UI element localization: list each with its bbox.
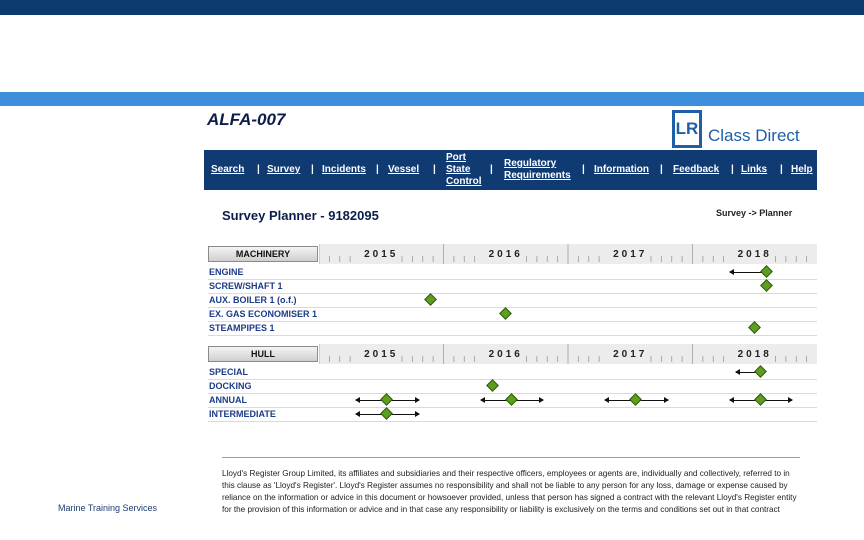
row-divider [208,321,817,322]
section-header-machinery[interactable]: MACHINERY [208,246,318,262]
survey-due-marker-icon[interactable] [486,379,499,392]
nav-separator: | [376,164,379,175]
survey-planner-grid [204,244,817,419]
range-end-arrow-icon [664,397,669,403]
survey-due-marker-icon[interactable] [499,307,512,320]
nav-incidents[interactable]: Incidents [322,164,366,175]
row-label: EX. GAS ECONOMISER 1 [209,309,318,319]
range-start-arrow-icon [729,269,734,275]
survey-due-marker-icon[interactable] [748,321,761,334]
survey-due-marker-icon[interactable] [760,279,773,292]
range-start-arrow-icon [355,411,360,417]
vessel-title: ALFA-007 [207,110,286,129]
survey-due-marker-icon[interactable] [424,293,437,306]
nav-separator: | [731,164,734,175]
row-label: INTERMEDIATE [209,409,276,419]
year-label: 2018 [737,349,772,360]
range-end-arrow-icon [788,397,793,403]
year-label: 2015 [364,349,399,360]
nav-separator: | [257,164,260,175]
disclaimer-divider [222,457,800,458]
survey-due-marker-icon[interactable] [754,365,767,378]
nav-port-state-control[interactable]: Port State Control [446,152,482,187]
class-direct-logo[interactable] [672,110,817,148]
nav-information[interactable]: Information [594,164,649,175]
row-divider [208,307,817,308]
survey-due-marker-icon[interactable] [754,393,767,406]
nav-regulatory-requirements[interactable]: Regulatory Requirements [504,158,571,181]
survey-due-marker-icon[interactable] [630,393,643,406]
row-label: SCREW/SHAFT 1 [209,281,283,291]
year-label: 2017 [613,349,648,360]
nav-links[interactable]: Links [741,164,768,175]
row-label: SPECIAL [209,367,249,377]
lr-logo-icon: LR [672,110,702,148]
nav-survey[interactable]: Survey [267,164,301,175]
row-divider [208,335,817,336]
row-label: ANNUAL [209,395,247,405]
row-divider [208,421,817,422]
nav-vessel[interactable]: Vessel [388,164,420,175]
nav-separator: | [780,164,783,175]
row-divider [208,293,817,294]
year-label: 2018 [737,249,772,260]
row-label: STEAMPIPES 1 [209,323,275,333]
nav-help[interactable]: Help [791,164,813,175]
range-end-arrow-icon [539,397,544,403]
year-strip [319,344,817,364]
nav-separator: | [582,164,585,175]
range-start-arrow-icon [735,369,740,375]
survey-due-marker-icon[interactable] [381,393,394,406]
row-divider [208,379,817,380]
nav-separator: | [311,164,314,175]
range-end-arrow-icon [415,411,420,417]
accent-band [0,92,864,106]
year-label: 2016 [488,349,523,360]
range-start-arrow-icon [604,397,609,403]
footer-text: Marine Training Services [58,503,158,513]
row-label: ENGINE [209,267,244,277]
year-label: 2016 [488,249,523,260]
row-label: DOCKING [209,381,252,391]
section-header-hull[interactable]: HULL [208,346,318,362]
row-label: AUX. BOILER 1 (o.f.) [209,295,297,305]
range-start-arrow-icon [355,397,360,403]
breadcrumb: Survey -> Planner [716,208,793,218]
nav-search[interactable]: Search [211,164,245,175]
range-start-arrow-icon [480,397,485,403]
nav-separator: | [433,164,436,175]
nav-separator: | [660,164,663,175]
year-strip [319,244,817,264]
nav-separator: | [490,164,493,175]
year-label: 2015 [364,249,399,260]
survey-due-marker-icon[interactable] [760,265,773,278]
main-nav [204,150,817,190]
range-start-arrow-icon [729,397,734,403]
row-divider [208,279,817,280]
nav-feedback[interactable]: Feedback [673,164,720,175]
top-band [0,0,864,15]
survey-due-marker-icon[interactable] [505,393,518,406]
planner-title: Survey Planner - 9182095 [222,208,379,223]
disclaimer-text: Lloyd's Register Group Limited, its affiliates and subsidiaries and their respective officers, employees or agents are, individually and collectively, referred to in this clause as 'Lloyd's Register'. Lloyd's Register assumes no responsibility and shall not be liable to any person for any loss, damage or expense caused by reliance on the information or advice in this document or howsoever provided, unless that person has signed a contract with the relevant Lloyd's Register entity for the provision of this information or advice and in that case any responsibility or liability is exclusively on the terms and conditions set out in that contract [222,469,797,514]
row-divider [208,407,817,408]
year-label: 2017 [613,249,648,260]
logo-text: Class Direct [708,126,800,145]
range-end-arrow-icon [415,397,420,403]
